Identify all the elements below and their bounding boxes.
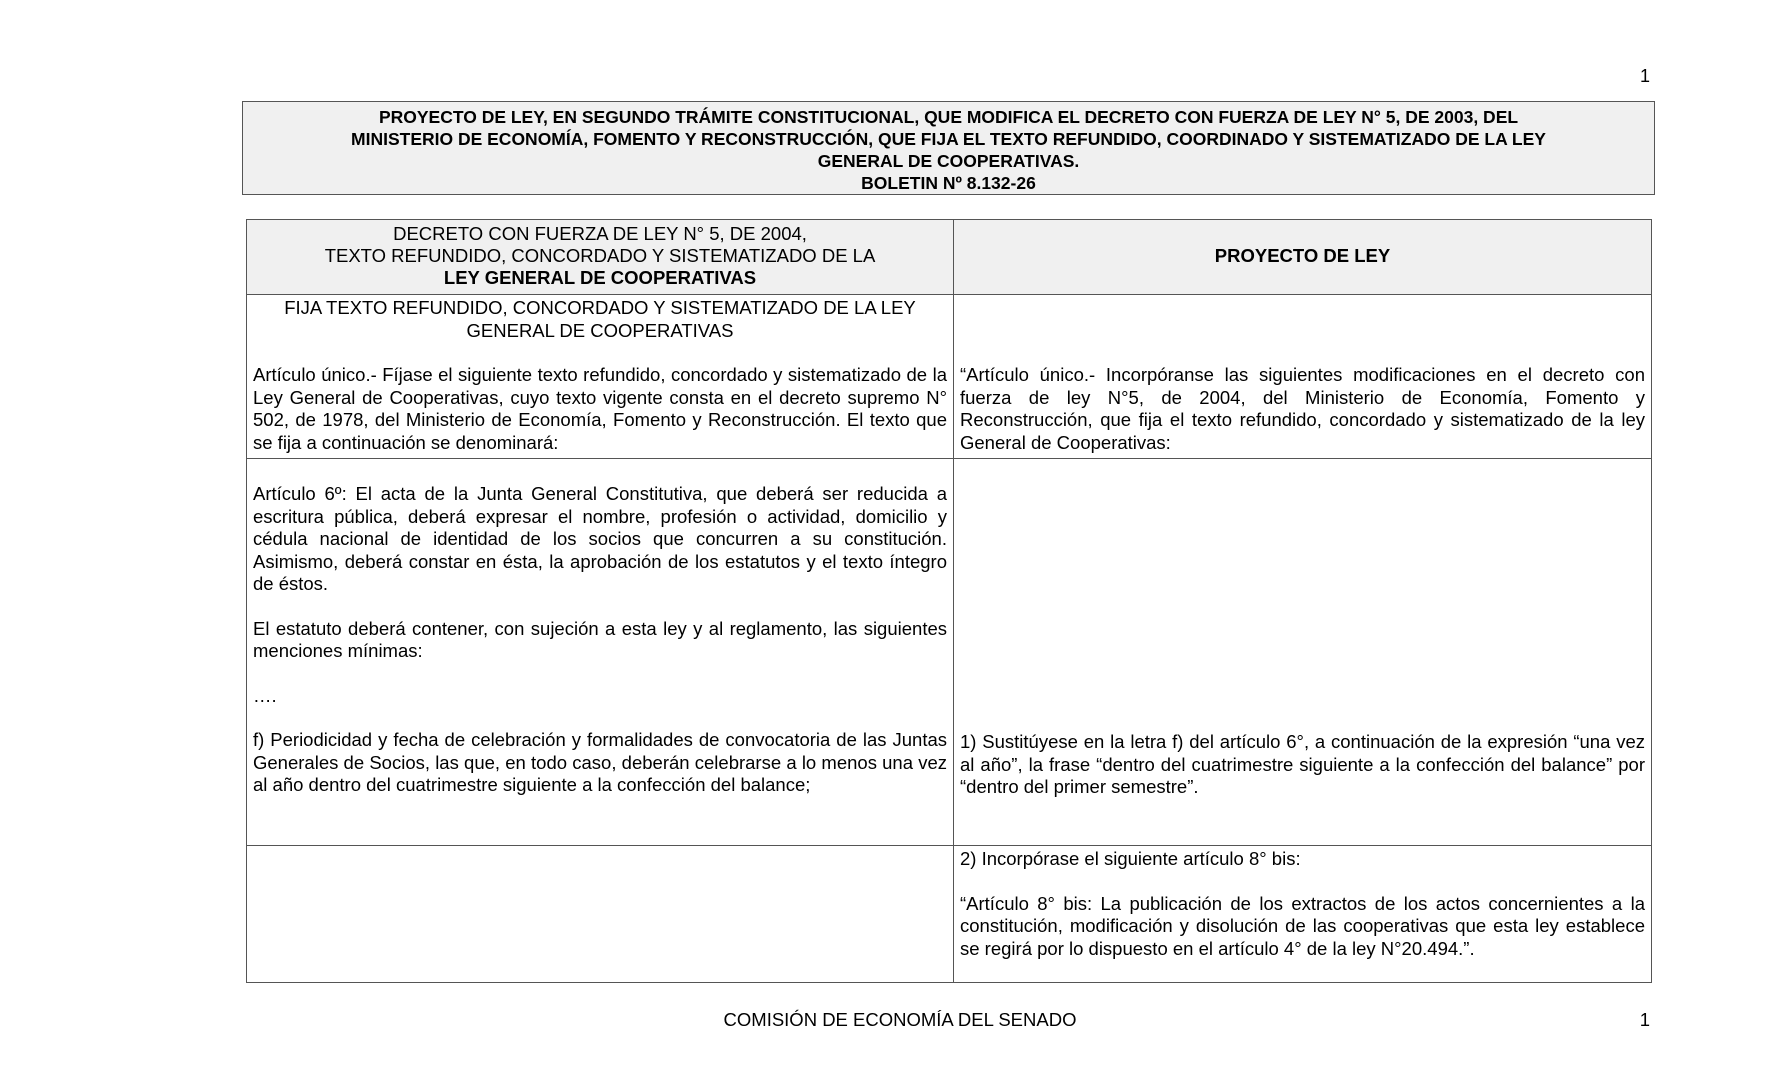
table-row (247, 846, 1652, 983)
table-row (247, 459, 1652, 846)
left-article-6-letter-f: f) Periodicidad y fecha de celebración y formalidades de convocatoria de las Juntas Generales de Socios, las que, en todo caso, deberán celebrarse a lo menos una vez al año dentro del cuatrimestre siguiente a la confección del balance; (253, 729, 947, 795)
title-line-1: PROYECTO DE LEY, EN SEGUNDO TRÁMITE CONSTITUCIONAL, QUE MODIFICA EL DECRETO CON FUERZA DE LEY N° 5, DE 2003, DEL (378, 107, 1519, 127)
document-title-box (242, 101, 1655, 195)
right-cell-modification-1 (954, 459, 1652, 846)
title-line-3: GENERAL DE COOPERATIVAS. (817, 151, 1080, 171)
left-cell-title: FIJA TEXTO REFUNDIDO, CONCORDADO Y SISTEMATIZADO DE LA LEY GENERAL DE COOPERATIVAS (284, 297, 916, 341)
right-cell-article-unico (954, 295, 1652, 459)
left-cell-article-6 (247, 459, 954, 846)
left-article-6-p2: El estatuto deberá contener, con sujeción a esta ley y al reglamento, las siguientes menciones mínimas: (253, 617, 947, 661)
footer-commission-name: COMISIÓN DE ECONOMÍA DEL SENADO (723, 1009, 1077, 1030)
right-article-8-bis-text: “Artículo 8° bis: La publicación de los extractos de los actos concernientes a la constitución, modificación y disolución de las cooperativas que esta ley establece se regirá por lo dispuesto en el artículo 4° de la ley N°20.494.”. (960, 892, 1645, 959)
left-header-line-2: TEXTO REFUNDIDO, CONCORDADO Y SISTEMATIZADO DE LA (324, 245, 876, 266)
right-article-unico-text: “Artículo único.- Incorpóranse las siguientes modificaciones en el decreto con fuerza de ley N°5, de 2004, del Ministerio de Economía, Fomento y Reconstrucción, que fija el texto refundido, concordado y sistematizado de la ley General de Cooperativas: (960, 364, 1645, 453)
right-modification-2-intro: 2) Incorpórase el siguiente artículo 8° bis: (960, 848, 1301, 869)
left-cell-article-unico (247, 295, 954, 459)
page-number-bottom: 1 (1639, 1009, 1650, 1030)
page-number-top: 1 (1639, 66, 1650, 86)
left-column-header (247, 220, 954, 295)
title-line-2: MINISTERIO DE ECONOMÍA, FOMENTO Y RECONSTRUCCIÓN, QUE FIJA EL TEXTO REFUNDIDO, COORDINADO Y SISTEMATIZADO DE LA LEY (351, 129, 1546, 149)
left-header-line-3: LEY GENERAL DE COOPERATIVAS (443, 267, 757, 288)
right-column-header: PROYECTO DE LEY (954, 220, 1652, 295)
right-cell-modification-2 (954, 846, 1652, 983)
right-modification-1-text: 1) Sustitúyese en la letra f) del artículo 6°, a continuación de la expresión “una vez al año”, la frase “dentro del cuatrimestre siguiente a la confección del balance” por “dentro del primer semestre”. (960, 731, 1645, 797)
table-row (247, 295, 1652, 459)
left-article-6-p1: Artículo 6º: El acta de la Junta General Constitutiva, que deberá ser reducida a escritura pública, deberá expresar el nombre, profesión o actividad, domicilio y cédula nacional de identidad de los socios que concurren a su constitución. Asimismo, deberá constar en ésta, la aprobación de los estatutos y el texto íntegro de éstos. (253, 483, 947, 594)
bulletin-number: BOLETIN Nº 8.132-26 (861, 173, 1036, 193)
left-article-6-ellipsis: …. (253, 684, 277, 706)
left-article-unico-text: Artículo único.- Fíjase el siguiente texto refundido, concordado y sistematizado de la Ley General de Cooperativas, cuyo texto vigente consta en el decreto supremo N° 502, de 1978, del Ministerio de Economía, Fomento y Reconstrucción. El texto que se fija a continuación se denominará: (253, 364, 947, 453)
left-header-line-1: DECRETO CON FUERZA DE LEY N° 5, DE 2004, (393, 223, 807, 244)
table-header-row (247, 220, 1652, 295)
comparison-table (246, 219, 1652, 983)
left-cell-empty (247, 846, 954, 983)
